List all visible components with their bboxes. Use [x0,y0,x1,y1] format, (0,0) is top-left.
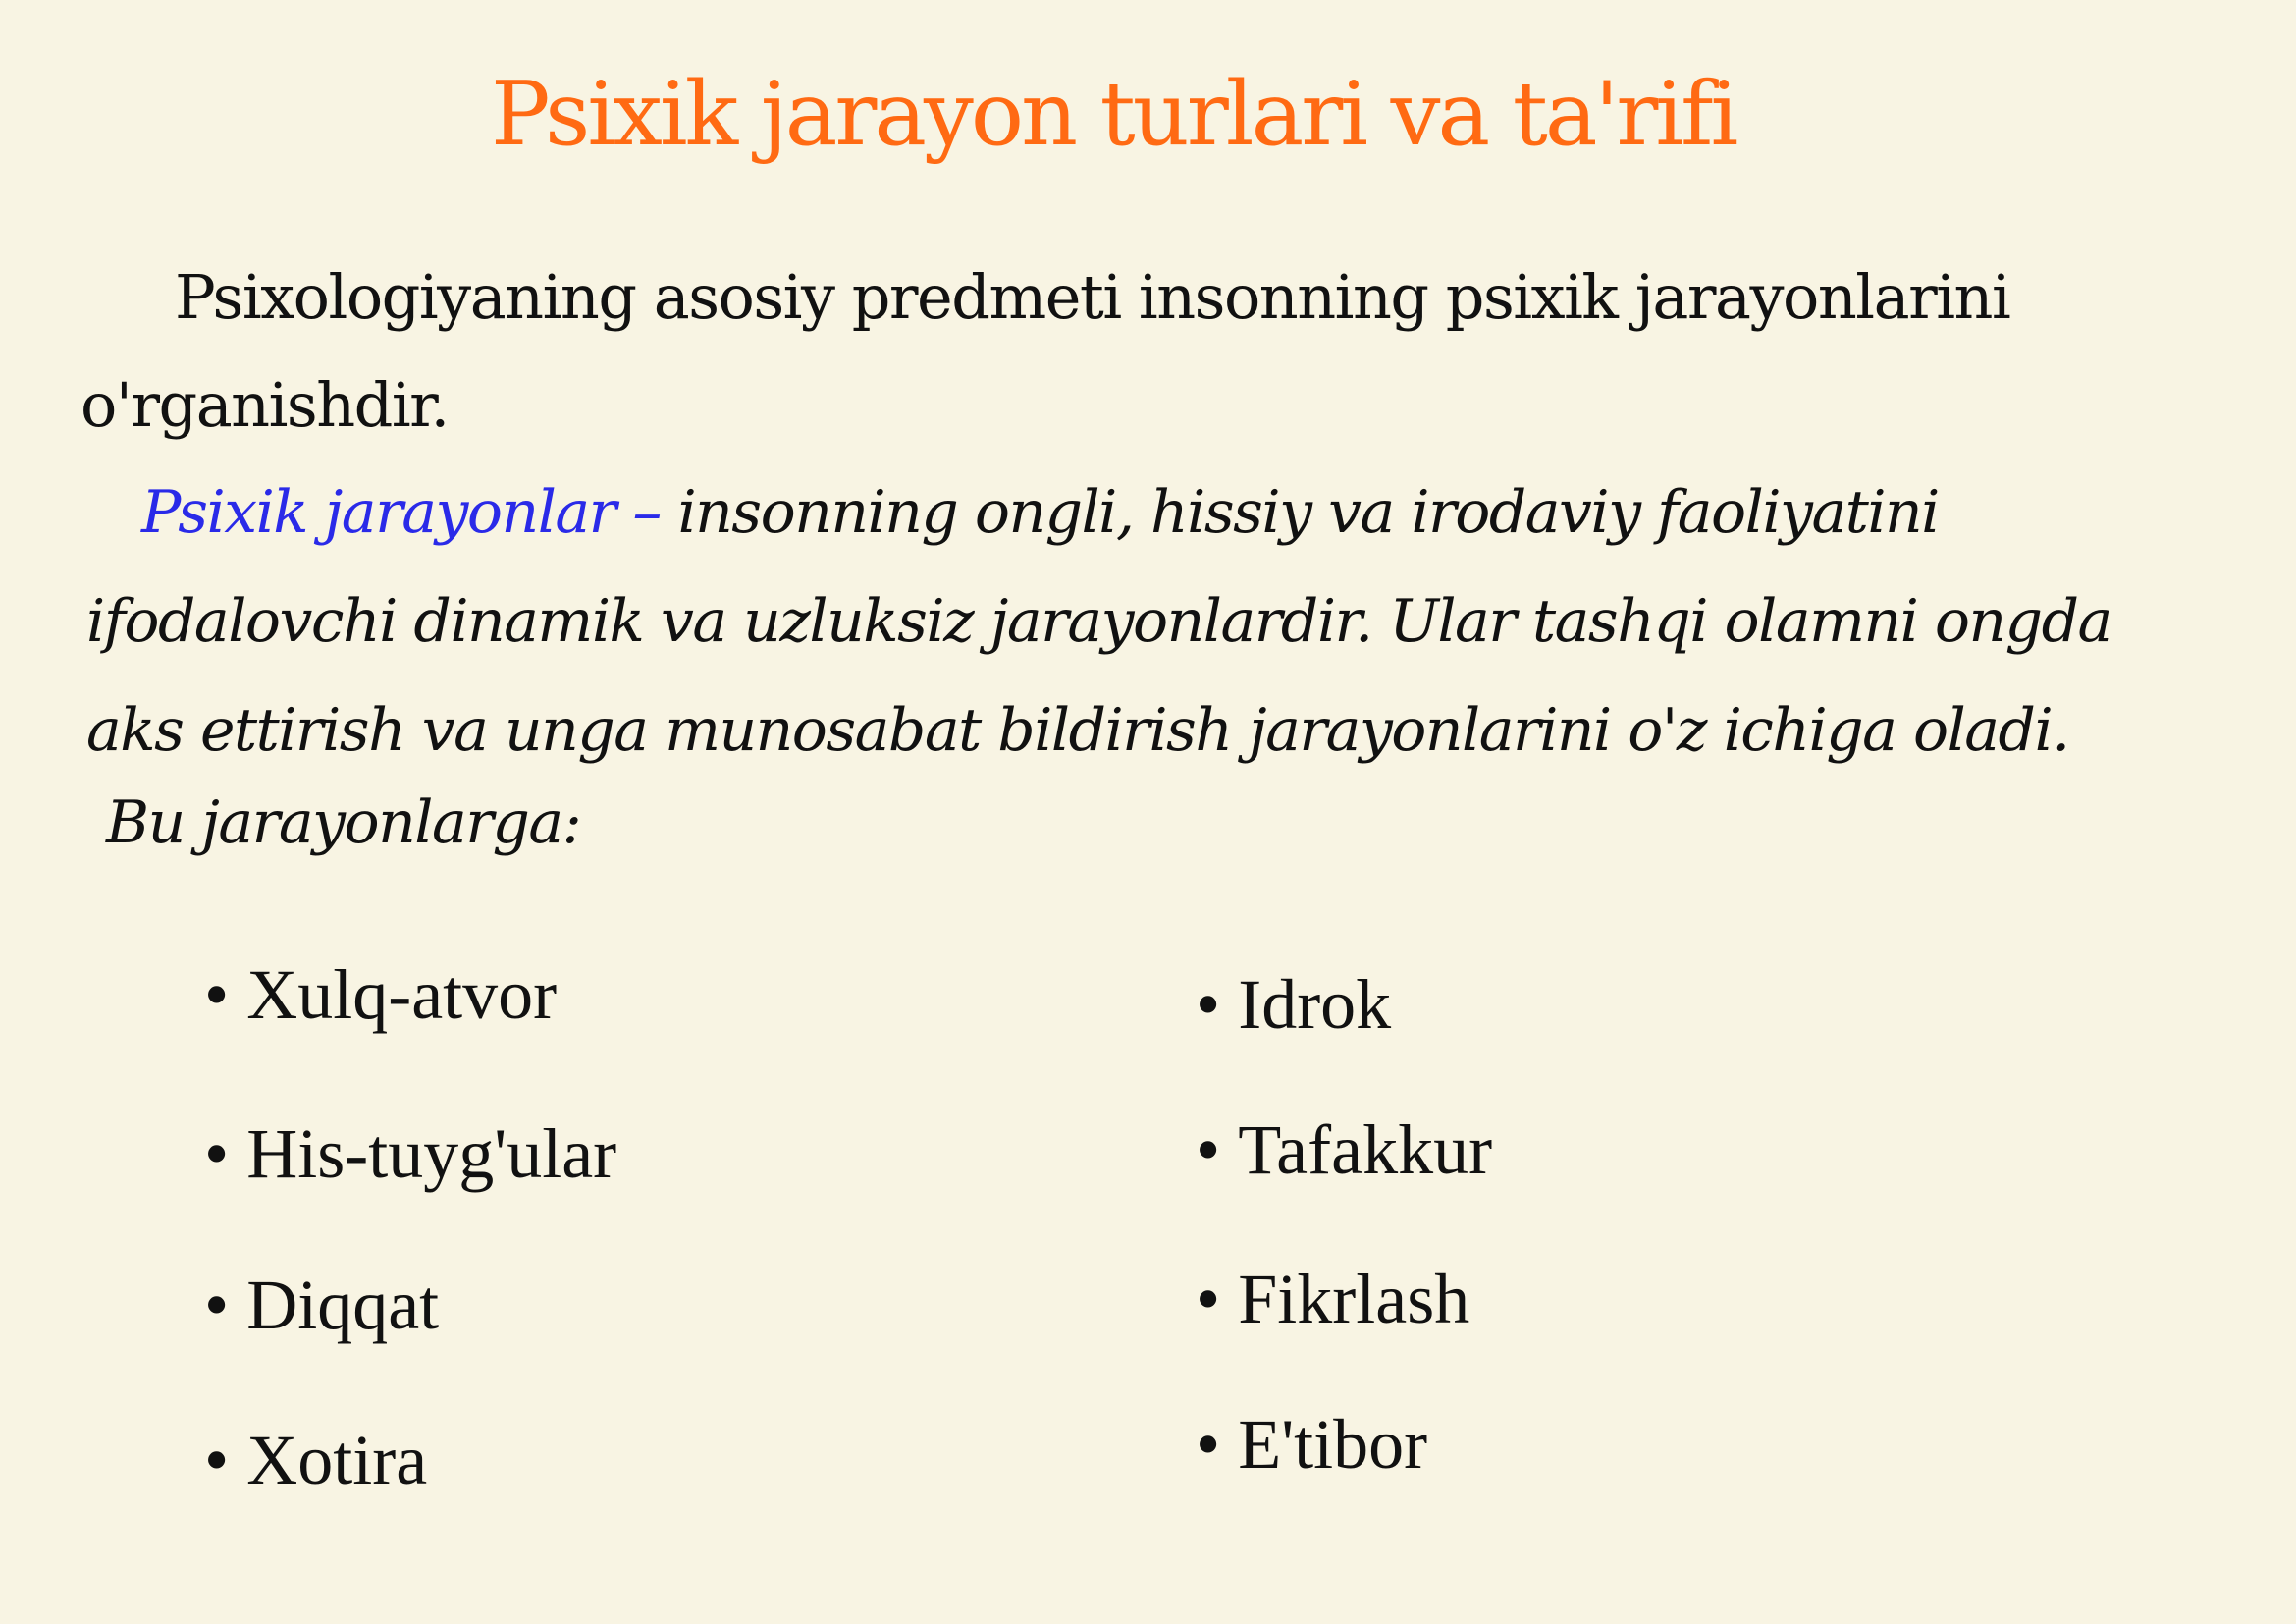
definition-paragraph [86,459,2207,785]
intro-paragraph: Psixologiyaning asosiy predmeti insonning psixik jarayonlarini o'rganishdir. [80,261,2010,441]
slide-title: Psixik jarayon turlari va ta'rifi [491,63,1736,166]
list-item: • Diqqat [204,1266,440,1344]
list-item: • Idrok [1196,965,1392,1044]
list-item: • Tafakkur [1196,1110,1493,1189]
definition-body: insonning ongli, hissiy va irodaviy faoliyatini ifodalovchi dinamik va uzluksiz jarayonlardir. Ular tashqi olamni ongda aks ettirish va unga munosabat bildirish jarayonlarini o'z ichiga oladi. [86,478,2111,765]
list-item: • E'tibor [1196,1405,1428,1484]
bullet-icon: • [1196,1260,1221,1338]
bullet-icon: • [1196,965,1221,1044]
bullet-icon: • [204,1421,230,1499]
list-lead: Bu jarayonlarga: [106,788,581,857]
list-item: • Xotira [204,1421,428,1499]
bullet-icon: • [1196,1405,1221,1484]
list-item: • Xulq-atvor [204,955,558,1034]
bullet-icon: • [204,1266,230,1344]
bullet-icon: • [1196,1110,1221,1189]
list-item: • His-tuyg'ular [204,1114,617,1193]
definition-term: Psixik jarayonlar – [141,478,661,547]
bullet-icon: • [204,955,230,1034]
bullet-icon: • [204,1114,230,1193]
list-item: • Fikrlash [1196,1260,1470,1338]
